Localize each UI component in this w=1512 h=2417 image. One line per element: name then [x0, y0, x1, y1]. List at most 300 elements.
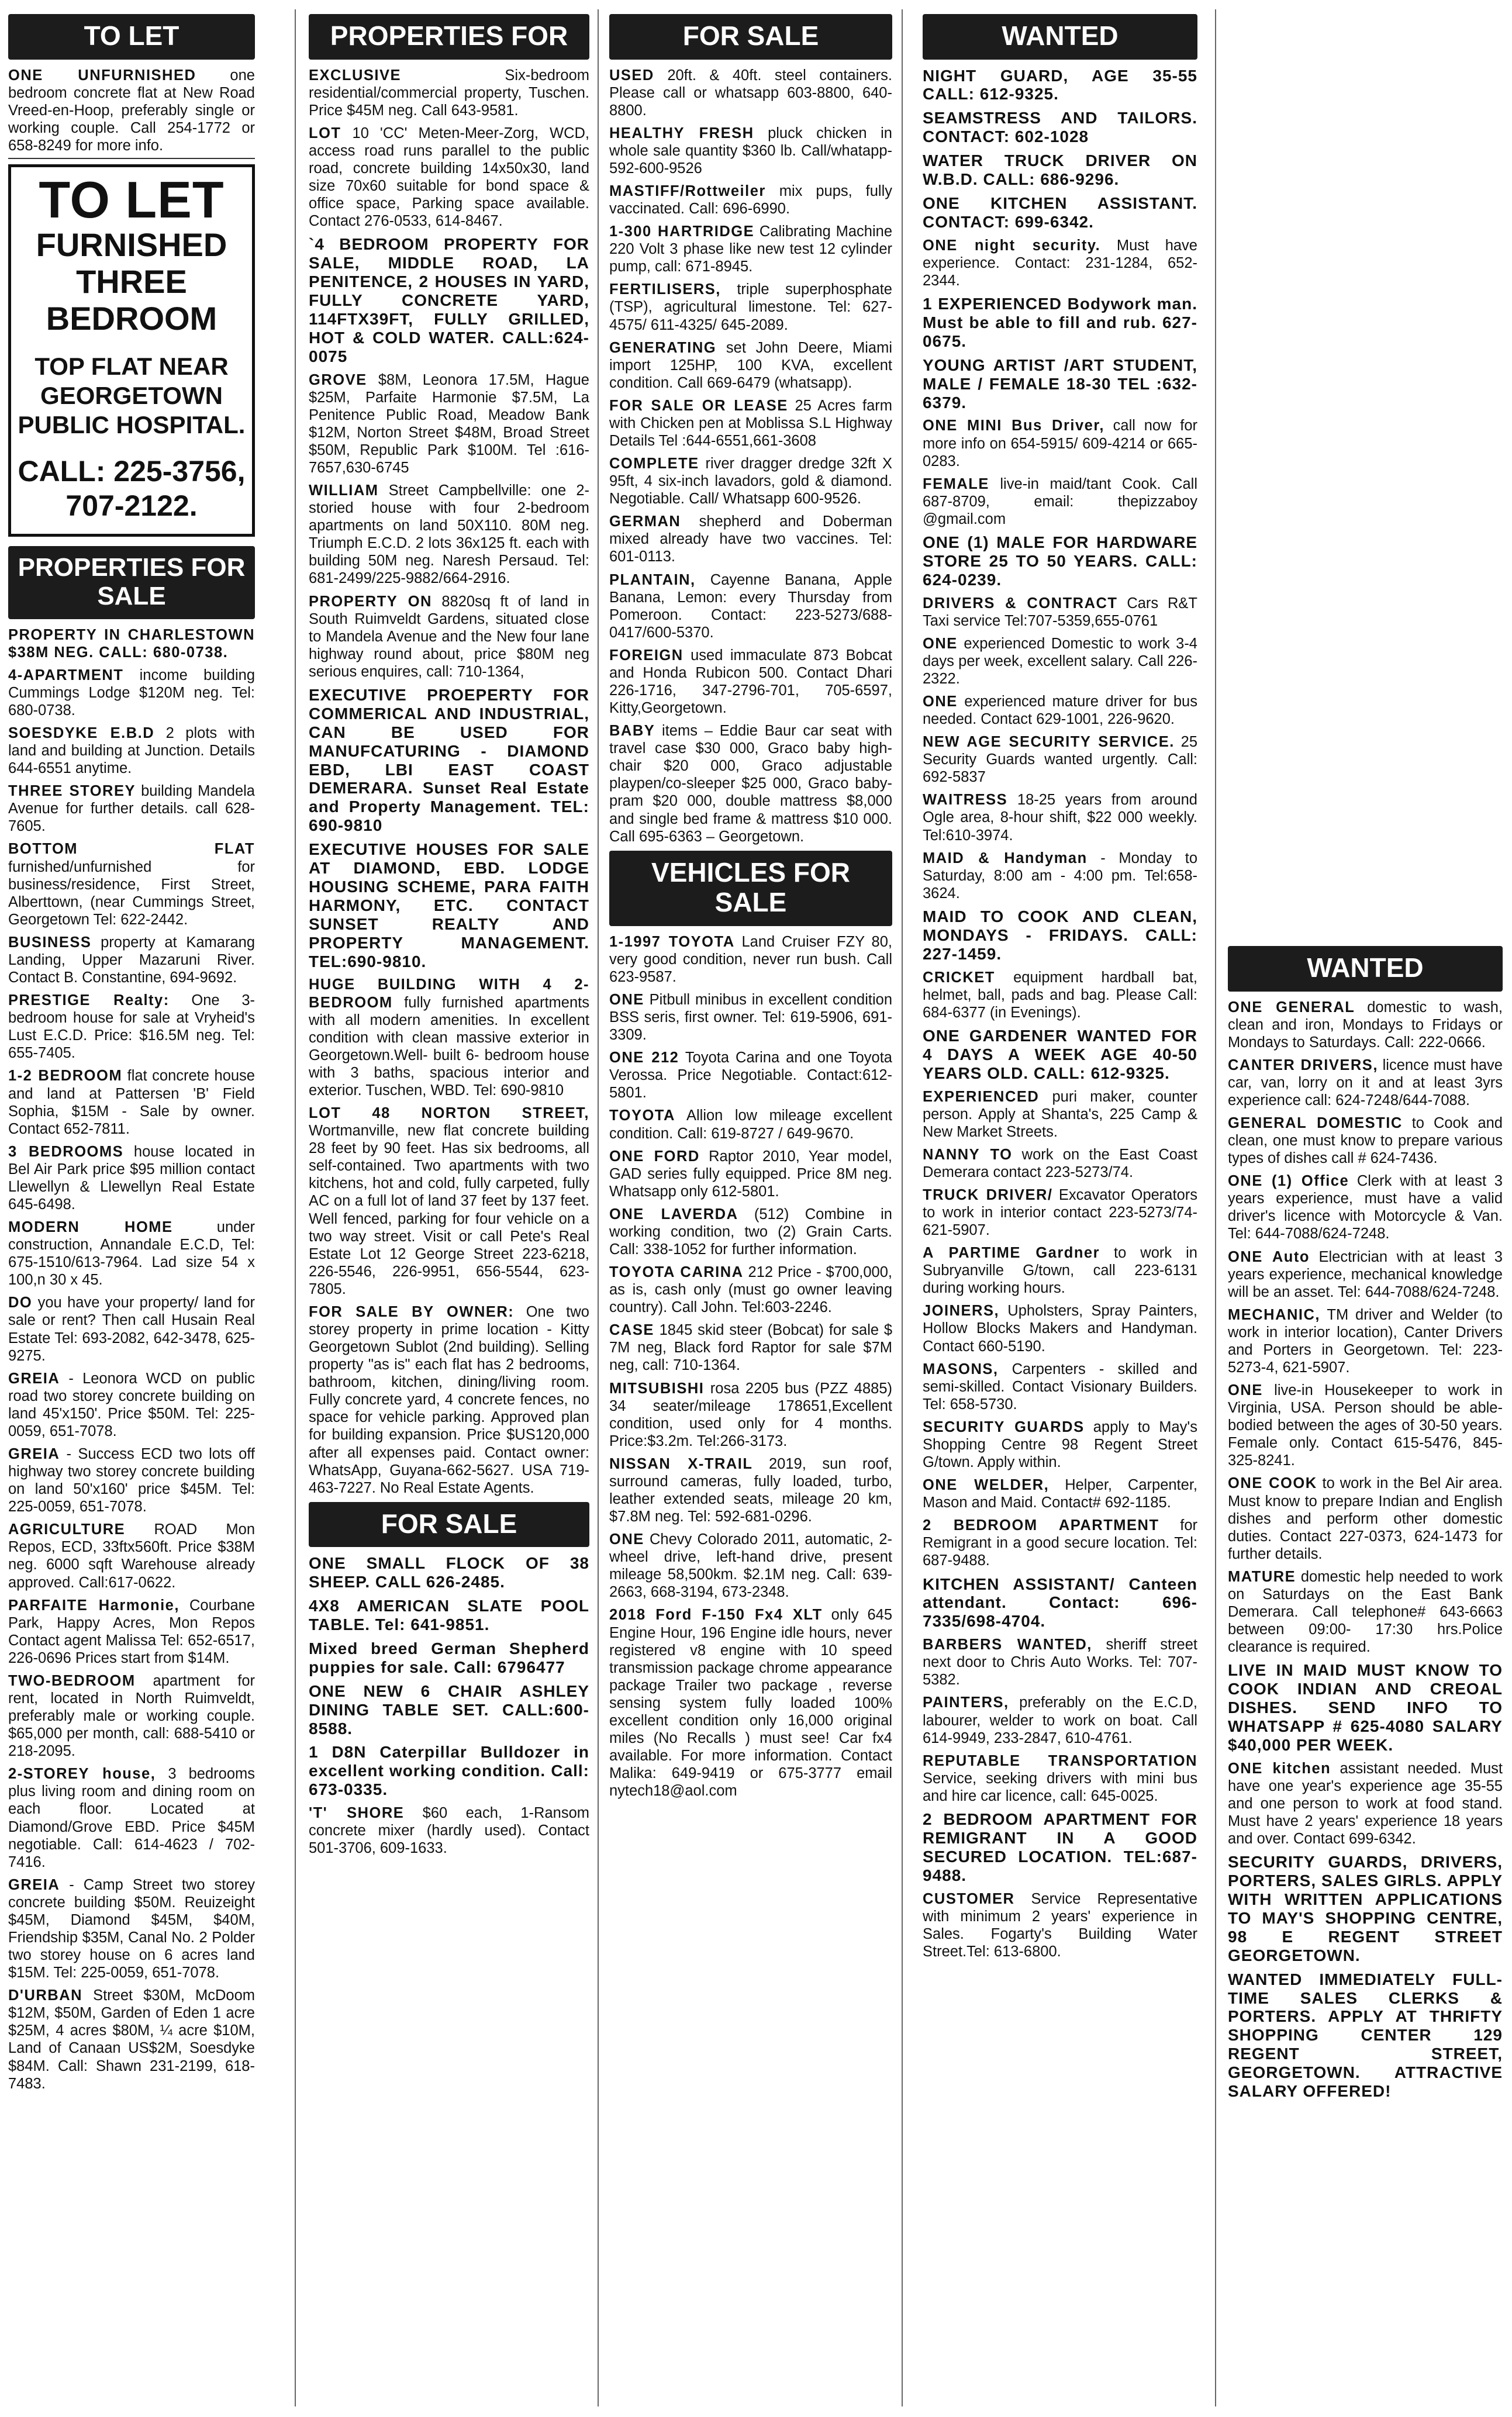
ad-text: puri maker, counter person. Apply at Shanta's, 225 Camp & New Market Streets.: [923, 1088, 1197, 1140]
ad-text: 10 'CC' Meten-Meer-Zorg, WCD, access road runs parallel to the public road, concrete building 14x50x30, land size 70x60 suitable for bond space & office space, Parking space available. Contact 276-0533, 614-8467.: [309, 125, 589, 230]
ad-text: river dragger dredge 32ft X 95ft, 4 six-inch lavadors, gold & diamond. Negotiable. Call/ Whatsapp 600-9526.: [609, 455, 892, 507]
classified-ad: [1228, 1306, 1503, 1376]
ad-lead: ONE night security.: [923, 237, 1101, 254]
ad-text: $8M, Leonora 17.5M, Hague $25M, Parfaite Harmonie $7.5M, La Penitence Public Road, Meadow Bank $12M, Norton Street $48M, Broad Street $50M, Republic Park $100M. Tel :616-7657,630-6745: [309, 371, 589, 476]
classified-ad: [8, 1597, 255, 1667]
ad-lead: COMPLETE: [609, 455, 699, 472]
ad-text: SEAMSTRESS AND TAILORS. CONTACT: 602-1028: [923, 109, 1197, 146]
ad-lead: TOYOTA: [609, 1107, 675, 1124]
ad-lead: NISSAN X-TRAIL: [609, 1455, 753, 1472]
classified-ad: [923, 109, 1197, 146]
classified-ad: [1228, 1172, 1503, 1242]
ad-text: income building Cummings Lodge $120M neg. Tel: 680-0738.: [8, 667, 255, 719]
column-divider: [295, 9, 296, 2406]
ad-lead: LOT: [309, 125, 341, 141]
classified-ad: [923, 595, 1197, 630]
ad-text: Electrician with at least 3 years experience, mechanical knowledge will be an asset. Tel: 644-7088/624-7248.: [1228, 1248, 1503, 1300]
ad-lead: ONE MINI Bus Driver,: [923, 417, 1104, 434]
ad-lead: ONE UNFURNISHED: [8, 67, 196, 84]
ad-text: apartment for rent, located in North Ruimveldt, preferably male or working couple. $65,000 per month, call: 688-5410 or 218-2095.: [8, 1672, 255, 1760]
ad-lead: 4-APARTMENT: [8, 667, 124, 683]
classified-ad: [609, 125, 892, 177]
classified-ad: [1228, 1661, 1503, 1755]
ad-lead: 2018 Ford F-150 Fx4 XLT: [609, 1607, 823, 1624]
classified-ad: [923, 1694, 1197, 1746]
classified-ad: [609, 513, 892, 565]
classified-ad: [8, 840, 255, 928]
classified-ad: [1228, 1056, 1503, 1109]
ads-list: [1228, 999, 1503, 2101]
section-header-wanted: WANTED: [1228, 946, 1503, 992]
ad-text: items – Eddie Baur car seat with travel case $30 000, Graco baby high-chair $20 000, Graco adjustable playpen/co-sleeper $25 000, Graco baby-pram $20 000, double mattress $8,000 and single bed frame & mattress $10 000. Call 695-6363 – Georgetown.: [609, 723, 892, 845]
ad-text: pluck chicken in whole sale quantity $360 lb. Call/whatapp- 592-600-9526: [609, 125, 892, 177]
classified-ad: [309, 1554, 589, 1591]
ad-lead: MATURE: [1228, 1568, 1296, 1585]
ad-lead: GENERAL DOMESTIC: [1228, 1114, 1403, 1131]
ad-text: sheriff street next door to Chris Auto Works. Tel: 707-5382.: [923, 1636, 1197, 1689]
column-for-sale: [609, 14, 892, 1805]
ad-text: Clerk with at least 3 years experience, must have a valid driver's licence with Motorcycle & Van. Tel: 644-7088/624-7248.: [1228, 1173, 1503, 1242]
classified-ad: [923, 1476, 1197, 1511]
ad-text: ROAD Mon Repos, ECD, 33ftx560ft. Price $38M neg. 6000 sqft Warehouse already approved. Call:617-0622.: [8, 1521, 255, 1591]
ads-list: [309, 67, 589, 1497]
classified-ad: [8, 724, 255, 777]
classified-ad: [923, 791, 1197, 844]
ad-lead: 2 BEDROOM APARTMENT: [923, 1517, 1159, 1534]
ad-lead: NEW AGE SECURITY SERVICE.: [923, 734, 1175, 751]
ad-lead: D'URBAN: [8, 1987, 83, 2004]
ad-text: rosa 2205 bus (PZZ 4885) 34 seater/mileage 178651,Excellent condition, used only for 4 months. Price:$3.2m. Tel:266-3173.: [609, 1380, 892, 1449]
ad-text: live-in Housekeeper to work in Virginia, USA. Person should be able-bodied between the ages of 30-50 years. Female only. Contact 615-5476, 845-325-8241.: [1228, 1382, 1503, 1469]
ad-text: one bedroom concrete flat at New Road Vreed-en-Hoop, preferably single or working couple. Call 254-1772 or 658-8249 for more info.: [8, 67, 255, 154]
classified-ad: [923, 1244, 1197, 1297]
classified-ad: [923, 1361, 1197, 1413]
ad-lead: BARBERS WANTED,: [923, 1636, 1092, 1653]
ads-list: [923, 67, 1197, 1960]
ad-lead: PROPERTY ON: [309, 593, 432, 610]
classified-ad: [923, 733, 1197, 786]
classified-ad: [609, 1148, 892, 1200]
ad-lead: HUGE BUILDING WITH 4 2- BEDROOM: [309, 976, 589, 1011]
classified-ad: [609, 397, 892, 450]
ad-lead: BOTTOM FLAT: [8, 841, 255, 858]
classified-ad: [1228, 1568, 1503, 1656]
classified-ad: [923, 237, 1197, 289]
ad-text: MAID TO COOK AND CLEAN, MONDAYS - FRIDAYS. CALL: 227-1459.: [923, 907, 1197, 963]
ad-lead: FOREIGN: [609, 647, 683, 664]
classified-ad: [923, 1302, 1197, 1355]
ad-text: 2 BEDROOM APARTMENT FOR REMIGRANT IN A GOOD SECURED LOCATION. TEL:687-9488.: [923, 1810, 1197, 1884]
ad-text: Service, seeking drivers with mini bus and hire car licence, call: 645-0025.: [923, 1770, 1197, 1804]
classified-ad: [609, 1107, 892, 1142]
ad-text: work on the East Coast Demerara contact 223-5273/74.: [923, 1146, 1197, 1180]
section-header-to-let: TO LET: [8, 14, 255, 60]
ad-lead: ONE 212: [609, 1049, 679, 1066]
column-divider: [598, 9, 599, 2406]
ad-text: under construction, Annandale E.C.D, Tel: 675-1510/613-7964. Lad size 54 x 100,n 30 x 45.: [8, 1219, 255, 1289]
classified-ad: [309, 67, 589, 119]
ad-text: EXECUTIVE HOUSES FOR SALE AT DIAMOND, EBD. LODGE HOUSING SCHEME, PARA FAITH HARMONY, ETC. CONTACT SUNSET REALTY AND PROPERTY MANAGEMENT. TEL:690-9810.: [309, 840, 589, 971]
ad-text: experienced mature driver for bus needed. Contact 629-1001, 226-9620.: [923, 693, 1197, 728]
ad-text: furnished/unfurnished for business/residence, First Street, Alberttown, (near Cummings Street, Georgetown Tel: 622-2442.: [8, 858, 255, 928]
classified-ad: [923, 1517, 1197, 1569]
ad-lead: DO: [8, 1294, 33, 1311]
ad-text: Land Cruiser FZY 80, very good condition, never run bush. Call 623-9587.: [609, 933, 892, 985]
ad-lead: TOYOTA CARINA: [609, 1264, 744, 1281]
classified-ad: [1228, 1114, 1503, 1167]
ad-text: 25 Security Guards wanted urgently. Call: 692-5837: [923, 734, 1197, 786]
section-header-properties-for: PROPERTIES FOR: [309, 14, 589, 60]
ad-lead: ONE: [923, 635, 958, 652]
column-wanted-2: [1228, 946, 1503, 2106]
ad-lead: CANTER DRIVERS,: [1228, 1056, 1378, 1073]
ad-text: assistant needed. Must have one year's experience age 35-55 and one person to work at food stand. Must have 2 years' experience 18 years and over. Contact 699-6342.: [1228, 1760, 1503, 1848]
boxed-ad-line2: THREE BEDROOM: [46, 263, 218, 337]
column-properties-for: [309, 14, 589, 1862]
ad-lead: PROPERTY IN CHARLESTOWN $38M NEG. CALL: 680-0738.: [8, 626, 255, 661]
ad-text: Calibrating Machine 220 Volt 3 phase like new test 12 cylinder pump, call: 671-8945.: [609, 223, 892, 275]
ad-text: - Success ECD two lots off highway two storey concrete building on land 50'x160' price $45M. Tel: 225-0059, 651-7078.: [8, 1445, 255, 1515]
classified-ad: [1228, 1248, 1503, 1301]
classified-ad: [609, 223, 892, 275]
classified-ad: [1228, 999, 1503, 1051]
ad-text: property at Kamarang Landing, Upper Mazaruni River. Contact B. Constantine, 694-9692.: [8, 934, 255, 986]
ad-text: used immaculate 873 Bobcat and Honda Rubicon 500. Contact Dhari 226-1716, 347-2796-701, 705-6597, Kitty,Georgetown.: [609, 647, 892, 717]
section-header-for-sale: FOR SALE: [309, 1502, 589, 1548]
section-header-for-sale: FOR SALE: [609, 14, 892, 60]
ad-lead: FOR SALE BY OWNER:: [309, 1303, 515, 1320]
ad-text: Carpenters - skilled and semi-skilled. Contact Visionary Builders. Tel: 658-5730.: [923, 1361, 1197, 1413]
ad-text: mix pups, fully vaccinated. Call: 696-6990.: [609, 182, 892, 217]
ads-list: [309, 1554, 589, 1857]
ad-text: Street Campbellville: one 2-storied house with four 2-bedroom apartments on land 50X110. 80M neg. Triumph E.C.D. 2 lots 36x125 ft. each with building 50M neg. Naresh Persaud. Tel: 681-2499/225-9882/664-2916.: [309, 482, 589, 587]
ad-text: you have your property/ land for sale or rent? Then call Husain Real Estate Tel: 693-2082, 642-3478, 625-9275.: [8, 1294, 255, 1364]
ad-text: 20ft. & 40ft. steel containers. Please call or whatsapp 603-8800, 640-8800.: [609, 67, 892, 119]
ad-text: apply to May's Shopping Centre 98 Regent Street G/town. Apply within.: [923, 1418, 1197, 1471]
ad-lead: 'T' SHORE: [309, 1805, 405, 1822]
classified-ad: [923, 850, 1197, 902]
ad-lead: ONE Auto: [1228, 1248, 1310, 1265]
ad-lead: REPUTABLE TRANSPORTATION: [923, 1752, 1197, 1769]
ad-text: call now for more info on 654-5915/ 609-4214 or 665-0283.: [923, 417, 1197, 469]
classified-ad: [8, 1445, 255, 1515]
column-to-let: [8, 14, 255, 2098]
boxed-ad-to-let: [8, 164, 255, 537]
classified-ad: [8, 1067, 255, 1137]
ad-lead: SECURITY GUARDS: [923, 1418, 1085, 1435]
ad-text: $60 each, 1-Ransom concrete mixer (hardly used). Contact 501-3706, 609-1633.: [309, 1805, 589, 1857]
classified-ad: [609, 182, 892, 217]
section-header-properties-for-sale: PROPERTIES FOR SALE: [8, 546, 255, 619]
classified-ad: [309, 686, 589, 835]
classified-ad: [609, 1455, 892, 1525]
ad-text: flat concrete house and land at Pattersen 'B' Field Sophia, $15M - Sale by owner. Contact 652-7811.: [8, 1068, 255, 1137]
classified-ad: [609, 933, 892, 986]
ad-text: EXECUTIVE PROEPERTY FOR COMMERICAL AND INDUSTRIAL, CAN BE USED FOR MANUFCATURING - DIAMOND EBD, LBI EAST COAST DEMERARA. Sunset Real Estate and Property Management. TEL: 690-9810: [309, 685, 589, 835]
ad-text: building Mandela Avenue for further details. call 628-7605.: [8, 783, 255, 835]
ad-text: `4 BEDROOM PROPERTY FOR SALE, MIDDLE ROAD, LA PENITENCE, 2 HOUSES IN YARD, FULLY CONCRETE YARD, 114FTX39FT, FULLY GRILLED, HOT & COLD WATER. CALL:624-0075: [309, 235, 589, 365]
ad-text: - Monday to Saturday, 8:00 am - 4:00 pm. Tel:658-3624.: [923, 850, 1197, 902]
ad-text: shepherd and Doberman mixed already have two vaccines. Tel: 601-0113.: [609, 513, 892, 565]
classified-ad: [923, 1418, 1197, 1471]
classified-ad: [8, 1876, 255, 1981]
classified-ad: [923, 1810, 1197, 1885]
classified-ad: [923, 635, 1197, 688]
classified-ad: [923, 356, 1197, 412]
ad-lead: ONE: [1228, 1382, 1263, 1399]
ad-lead: PARFAITE Harmonie,: [8, 1597, 179, 1614]
ad-text: 212 Price - $700,000, as is, cash only (must go owner leaving country). Call John. Tel:603-2246.: [609, 1264, 892, 1316]
classified-ad: [8, 1987, 255, 2092]
classified-ad: [923, 1088, 1197, 1141]
classified-ad: [1228, 1760, 1503, 1848]
ad-lead: THREE STOREY: [8, 783, 136, 800]
ad-text: (512) Combine in working condition, two (2) Grain Carts. Call: 338-1052 for further information.: [609, 1206, 892, 1258]
classified-ad: [1228, 1970, 1503, 2101]
ad-lead: CRICKET: [923, 969, 995, 986]
classified-ad: [1228, 1853, 1503, 1964]
classified-ad: [309, 593, 589, 681]
ad-text: Street $30M, McDoom $12M, $50M, Garden of Eden 1 acre $25M, 4 acres $80M, ¼ acre $10M, Land of Canaan US$2M, Soesdyke $84M. Call: Shawn 231-2199, 618-7483.: [8, 1987, 255, 2092]
ad-text: live-in maid/tant Cook. Call 687-8709, email: thepizzaboy @gmail.com: [923, 475, 1197, 527]
ad-text: ONE NEW 6 CHAIR ASHLEY DINING TABLE SET. CALL:600-8588.: [309, 1681, 589, 1738]
ad-text: 2 plots with land and building at Junction. Details 644-6551 anytime.: [8, 725, 255, 777]
classified-ad: [609, 455, 892, 507]
ad-lead: 2-STOREY house,: [8, 1766, 156, 1783]
ad-text: ONE SMALL FLOCK OF 38 SHEEP. CALL 626-2485.: [309, 1554, 589, 1591]
ad-text: 4X8 AMERICAN SLATE POOL TABLE. Tel: 641-9851.: [309, 1597, 589, 1634]
ad-lead: LOT 48 NORTON STREET,: [309, 1105, 589, 1122]
ad-text: Cayenne Banana, Apple Banana, Lemon: every Thursday from Pomeroon. Contact: 223-5273/688-0417/600-5370.: [609, 571, 892, 641]
boxed-ad-line1: FURNISHED: [36, 226, 227, 264]
ad-lead: CASE: [609, 1322, 654, 1339]
ad-text: Pitbull minibus in excellent condition BSS seris, first owner. Tel: 619-5906, 691-3309.: [609, 991, 892, 1044]
ad-text: ONE GARDENER WANTED FOR 4 DAYS A WEEK AGE 40-50 YEARS OLD. CALL: 612-9325.: [923, 1026, 1197, 1082]
ad-text: 8820sq ft of land in South Ruimveldt Gardens, situated close to Mandela Avenue and the New four lane highway round about, price $80M neg serious enquires, call: 710-1364,: [309, 593, 589, 680]
ad-text: preferably on the E.C.D, labourer, welder to work on boat. Call 614-9949, 233-2847, 610-4761.: [923, 1694, 1197, 1746]
ad-lead: MODERN HOME: [8, 1219, 173, 1236]
ad-text: domestic to wash, clean and iron, Mondays to Fridays or Mondays to Saturdays. Call: 222-0666.: [1228, 999, 1503, 1051]
classified-ad: [8, 1143, 255, 1213]
boxed-ad-title: TO LET: [39, 170, 225, 229]
classified-ad: [8, 782, 255, 835]
classified-ad: [309, 1804, 589, 1857]
ad-text: 18-25 years from around Ogle area, 8-hour shift, $22 000 weekly. Tel:610-3974.: [923, 792, 1197, 844]
classified-ad: [609, 722, 892, 845]
classified-ad: [609, 1606, 892, 1800]
ads-list: [609, 933, 892, 1800]
ad-text: to work in the Bel Air area. Must know to prepare Indian and English dishes and perform other domestic duties. Contact 227-0373, 624-1473 for further details.: [1228, 1475, 1503, 1562]
ad-text: Courbane Park, Happy Acres, Mon Repos Contact agent Malissa Tel: 652-6517, 226-0696 Prices start from $14M.: [8, 1597, 255, 1666]
classified-ad: [609, 991, 892, 1044]
classified-ad: [8, 1294, 255, 1364]
ad-lead: PLANTAIN,: [609, 571, 696, 588]
classified-ad: [309, 371, 589, 477]
classified-ad: [923, 533, 1197, 589]
ad-text: WATER TRUCK DRIVER ON W.B.D. CALL: 686-9296.: [923, 151, 1197, 189]
ad-lead: FEMALE: [923, 475, 989, 492]
ad-text: licence must have car, van, lorry on it and at least 3yrs experience call: 624-7248/644-7088.: [1228, 1056, 1503, 1109]
classified-ad: [923, 151, 1197, 189]
ad-text: Raptor 2010, Year model, GAD series fully equipped. Price 8M neg. Whatsapp only 612-5801.: [609, 1148, 892, 1200]
classified-ad: [309, 1104, 589, 1298]
ad-lead: TWO-BEDROOM: [8, 1672, 136, 1689]
ad-lead: DRIVERS & CONTRACT: [923, 595, 1118, 612]
classified-ad: [609, 339, 892, 392]
ad-lead: ONE FORD: [609, 1148, 700, 1165]
ad-lead: SOESDYKE E.B.D: [8, 725, 155, 742]
ad-lead: 1-2 BEDROOM: [8, 1068, 123, 1085]
ad-lead: EXCLUSIVE: [309, 67, 402, 84]
ad-text: Cars R&T Taxi service Tel:707-5359,655-0761: [923, 595, 1197, 629]
classified-ad: [8, 67, 255, 159]
ad-text: 1845 skid steer (Bobcat) for sale $ 7M neg, Black ford Raptor for sale $7M neg, call: 710-1364.: [609, 1322, 892, 1374]
ad-lead: MITSUBISHI: [609, 1380, 705, 1397]
ad-lead: BABY: [609, 723, 655, 740]
ad-lead: ONE COOK: [1228, 1475, 1317, 1492]
classified-ad: [8, 1672, 255, 1760]
classified-ad: [309, 235, 589, 365]
classified-ad: [309, 840, 589, 971]
ad-text: to work in Subryanville G/town, call 223-6131 during working hours.: [923, 1245, 1197, 1297]
ad-text: Excavator Operators to work in interior contact 223-5273/74-621-5907.: [923, 1186, 1197, 1239]
classified-ad: [309, 1743, 589, 1799]
ad-text: 1 D8N Caterpillar Bulldozer in excellent working condition. Call: 673-0335.: [309, 1743, 589, 1799]
ad-lead: NANNY TO: [923, 1146, 1013, 1163]
ad-lead: ONE kitchen: [1228, 1760, 1331, 1777]
ad-text: - Leonora WCD on public road two storey concrete building on land 45'x150'. Price $50M. Tel: 225-0059, 651-7078.: [8, 1370, 255, 1439]
column-wanted: [923, 14, 1197, 1966]
ad-text: equipment hardball bat, helmet, ball, pads and bag. Please Call: 684-6377 (in Evenings).: [923, 969, 1197, 1021]
column-divider: [902, 9, 903, 2406]
classified-ad: [309, 482, 589, 587]
ad-text: Wortmanville, new flat concrete building 28 feet by 90 feet. Has six bedrooms, all self-contained. Two apartments with two kitchens, hot and cold, fully carpeted, fully AC on a full lot of land 37 feet by 137 feet. Well fenced, parking for four vehicle on a two way street. Visit or call Pete's Real Estate Lot 12 George Street 223-6218, 226-5546, 226-9951, 656-5544, 623-7805.: [309, 1123, 589, 1297]
ad-text: Six-bedroom residential/commercial property, Tuschen. Price $45M neg. Call 643-9581.: [309, 67, 589, 119]
ad-lead: CUSTOMER: [923, 1890, 1015, 1907]
ad-lead: GREIA: [8, 1445, 60, 1462]
classified-ad: [1228, 1382, 1503, 1469]
ad-lead: GERMAN: [609, 513, 681, 530]
section-header-vehicles-for-sale: VEHICLES FOR SALE: [609, 851, 892, 926]
boxed-ad-phone: CALL: 225-3756, 707-2122.: [18, 455, 246, 523]
ad-lead: AGRICULTURE: [8, 1521, 126, 1538]
ad-text: Must have experience. Contact: 231-1284, 652-2344.: [923, 237, 1197, 289]
ad-lead: ONE LAVERDA: [609, 1206, 738, 1223]
ad-text: fully furnished apartments with all modern amenities. In excellent condition with clean massive exterior in Georgetown.Well- built 6- bedroom house with 3 baths, spacious interior and exterior. Tuschen, WBD. Tel: 690-9810: [309, 994, 589, 1099]
ad-text: to Cook and clean, one must know to prepare various types of dishes call # 624-7436.: [1228, 1114, 1503, 1167]
ad-text: One two storey property in prime location - Kitty Georgetown Sublot (2nd building). Selling property "as is" each flat has 2 bedrooms, bathroom, kitchen, dining/living room. Fully concrete yard, 4 concrete fences, no space for vehicle parking. Approved plan for building expansion. Price $US120,000 after all expenses paid. Contact owner: WhatsApp, Guyana-662-5627. USA 719-463-7227. No Real Estate Agents.: [309, 1303, 589, 1496]
classified-ad: [923, 1752, 1197, 1805]
ad-lead: MASONS,: [923, 1361, 999, 1377]
ad-text: YOUNG ARTIST /ART STUDENT, MALE / FEMALE 18-30 TEL :632-6379.: [923, 355, 1197, 412]
ad-text: set John Deere, Miami import 125HP, 100 KVA, excellent condition. Call 669-6479 (whatsapp).: [609, 339, 892, 391]
ad-lead: ONE (1) Office: [1228, 1173, 1349, 1190]
classified-ad: [923, 1027, 1197, 1083]
ad-text: Helper, Carpenter, Mason and Maid. Contact# 692-1185.: [923, 1477, 1197, 1511]
ad-text: TM driver and Welder (to work in interior location), Canter Drivers and Porters in Georgetown. Tel: 223-5273-4, 621-5907.: [1228, 1306, 1503, 1376]
ad-lead: ONE WELDER,: [923, 1477, 1050, 1494]
ad-lead: JOINERS,: [923, 1303, 1000, 1320]
ad-lead: HEALTHY FRESH: [609, 125, 754, 141]
classified-ad: [8, 1370, 255, 1440]
ad-lead: GREIA: [8, 1876, 60, 1893]
ad-text: house located in Bel Air Park price $95 million contact Llewellyn & Llewellyn Real Estate 645-6498.: [8, 1143, 255, 1213]
ad-lead: MECHANIC,: [1228, 1306, 1320, 1323]
classified-ad: [923, 969, 1197, 1021]
ad-text: Toyota Carina and one Toyota Verossa. Price Negotiable. Contact:612-5801.: [609, 1049, 892, 1102]
classified-ad: [309, 1303, 589, 1497]
classified-ad: [8, 1218, 255, 1289]
ad-lead: USED: [609, 67, 654, 84]
ad-lead: BUSINESS: [8, 934, 92, 951]
ad-text: - Camp Street two storey concrete building $50M. Reuizeight $45M, Diamond $45M, $40M, Friendship $35M, Canal No. 2 Polder two storey house on 6 acres land $15M. Tel: 225-0059, 651-7078.: [8, 1876, 255, 1981]
classified-ad: [923, 417, 1197, 469]
ad-text: ONE (1) MALE FOR HARDWARE STORE 25 TO 50 YEARS. CALL: 624-0239.: [923, 533, 1197, 589]
classified-ad: [609, 1380, 892, 1450]
ad-lead: 1-1997 TOYOTA: [609, 933, 735, 950]
classified-ad: [309, 976, 589, 1099]
ad-lead: ONE: [609, 991, 644, 1008]
ad-text: only 645 Engine Hour, 196 Engine idle hours, never registered v8 engine with 10 speed transmission package chrome appearance package Trailer two package , reverse sensing system fully loaded 100% excellent condition only 16,000 original miles (No Recalls ) must see! Car fx4 available. For more information. Contact Malika: 649-9419 or 675-3777 email nytech18@aol.com: [609, 1607, 892, 1800]
ad-lead: WAITRESS: [923, 792, 1008, 809]
ad-text: Chevy Colorado 2011, automatic, 2-wheel drive, left-hand drive, present mileage 58,500km. $2.1M neg. Call: 639-2663, 668-3194, 673-2348.: [609, 1531, 892, 1601]
ad-text: KITCHEN ASSISTANT/ Canteen attendant. Contact: 696-7335/698-4704.: [923, 1574, 1197, 1631]
classified-ad: [8, 992, 255, 1062]
classified-ad: [609, 1049, 892, 1102]
classified-ad: [923, 67, 1197, 104]
ad-text: Allion low mileage excellent condition. Call: 619-8727 / 649-9670.: [609, 1107, 892, 1142]
ad-lead: MAID & Handyman: [923, 850, 1088, 866]
ad-text: Service Representative with minimum 2 years' experience in Sales. Fogarty's Building Water Street.Tel: 613-6800.: [923, 1890, 1197, 1960]
ad-text: 3 bedrooms plus living room and dining room on each floor. Located at Diamond/Grove EBD. Price $45M negotiable. Call: 614-4623 / 702-7416.: [8, 1766, 255, 1870]
classified-ad: [1228, 1475, 1503, 1562]
classified-ad: [923, 1186, 1197, 1239]
ad-lead: 3 BEDROOMS: [8, 1143, 124, 1160]
classified-ad: [309, 1682, 589, 1738]
section-header-wanted: WANTED: [923, 14, 1197, 60]
classified-ad: [609, 1321, 892, 1374]
classified-ad: [309, 1597, 589, 1634]
classified-ad: [8, 934, 255, 986]
boxed-ad-location: TOP FLAT NEAR GEORGETOWN PUBLIC HOSPITAL.: [18, 353, 246, 438]
ad-text: ONE KITCHEN ASSISTANT. CONTACT: 699-6342.: [923, 194, 1197, 231]
ad-text: 2019, sun roof, surround cameras, fully loaded, turbo, leather extended seats, mileage 20 km, $7.8M neg. Tel: 592-681-0296.: [609, 1455, 892, 1525]
classified-ad: [8, 1765, 255, 1870]
classified-ad: [609, 1206, 892, 1258]
ad-text: Mixed breed German Shepherd puppies for sale. Call: 6796477: [309, 1639, 589, 1676]
ad-lead: ONE: [923, 693, 958, 710]
classified-ad: [923, 1890, 1197, 1960]
ads-list: [8, 626, 255, 2093]
ad-lead: MASTIFF/Rottweiler: [609, 182, 766, 199]
classified-ad: [923, 907, 1197, 964]
classified-ad: [8, 667, 255, 719]
classified-ad: [923, 194, 1197, 232]
ad-lead: GENERATING: [609, 339, 717, 356]
ad-text: domestic help needed to work on Saturdays on the East Bank Demerara. Call telephone# 643-6663 between 09:00- 17:30 hrs.Police clearance is required.: [1228, 1568, 1503, 1656]
ad-text: 25 Acres farm with Chicken pen at Moblissa S.L Highway Details Tel :644-6551,661-3608: [609, 397, 892, 449]
classified-ad: [309, 1639, 589, 1677]
classified-ad: [8, 626, 255, 661]
ads-list: [609, 67, 892, 845]
ad-lead: 1-300 HARTRIDGE: [609, 223, 755, 240]
ad-text: for Remigrant in a good secure location. Tel: 687-9488.: [923, 1517, 1197, 1569]
classified-ad: [923, 1636, 1197, 1689]
ad-lead: FERTILISERS,: [609, 281, 721, 298]
ad-text: Upholsters, Spray Painters, Hollow Blocks Makers and Handyman. Contact 660-5190.: [923, 1303, 1197, 1355]
classified-ad: [609, 1263, 892, 1316]
column-divider: [1215, 9, 1216, 2406]
